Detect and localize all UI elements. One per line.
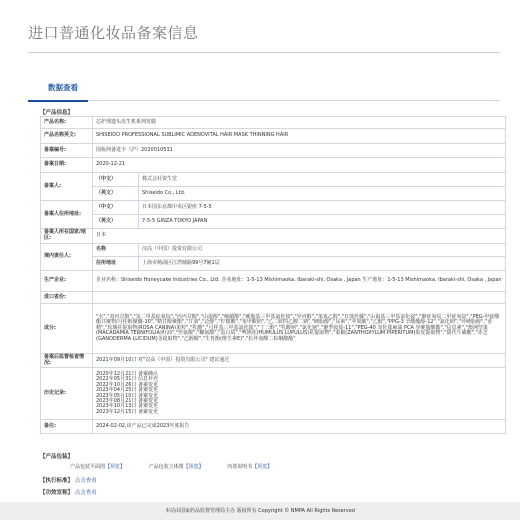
label-address: 备案人住所地址: xyxy=(41,201,93,229)
product-info-table xyxy=(40,116,506,434)
history-item: 2022年05月31日 信息补充 xyxy=(96,376,159,383)
label-reg-no: 备案编号: xyxy=(41,144,93,158)
value-import-province xyxy=(93,292,506,304)
tab-data-view[interactable]: 数据查看 xyxy=(28,78,88,102)
label-applicant: 备案人: xyxy=(41,173,93,201)
label-applicant-cn: （中文） xyxy=(93,173,139,187)
value-address-en: 7-5-5 GINZA TOKYO JAPAN xyxy=(139,215,506,229)
history-item: 2023年05月10日 备案变更 xyxy=(96,392,159,399)
label-inspection: 备案后监督检查情况: xyxy=(41,354,93,368)
value-producer: 企业名称：Shiseido Honeycake Industries Co., Ltd. 企业地址：1-5-13 Mishimaoka, Ibaraki-shi, Osaka , Japan 生产地址：1-5-13 Mishimaoka, Ibaraki-shi, Osaka , Japan xyxy=(93,271,506,292)
history-item: 2022年10月26日 备案变更 xyxy=(96,381,159,388)
label-agent-addr: 住所地址 xyxy=(93,257,139,271)
label-agent-name: 名称 xyxy=(93,244,139,257)
efficacy-row xyxy=(40,488,97,496)
label-agent: 境内责任人: xyxy=(41,244,93,271)
label-ingredients: 成分: xyxy=(41,304,93,354)
value-product-name: 芯护理遗头皮生机系列发膜 xyxy=(93,117,506,129)
value-agent-addr: 上海市杨浦区江湾城路99号7幢1层 xyxy=(139,257,506,271)
value-applicant-en: Shiseido Co., Ltd. xyxy=(139,187,506,201)
section-product-info: 【产品信息】 xyxy=(40,110,74,116)
label-address-en: （英文） xyxy=(93,215,139,229)
value-note: 2024-02-02,该产品已完成2023年度报告 xyxy=(93,420,506,434)
label-en-name: 产品名称英文: xyxy=(41,129,93,144)
label-note: 备注: xyxy=(41,420,93,434)
label-country: 备案人所在国家/地区: xyxy=(41,229,93,244)
value-reg-no: 国妆网备进字（沪）2020010531 xyxy=(93,144,506,158)
history-item: 2023年10月13日 备案变更 xyxy=(96,403,159,410)
value-inspection: 2021年09月10日 对"汉高（中国）投资有限公司" 建议通过 xyxy=(93,354,506,368)
page-title: 进口普通化妆品备案信息 xyxy=(28,24,199,42)
tab-bar xyxy=(28,78,500,101)
value-applicant-cn: 株式会社资生堂 xyxy=(139,173,506,187)
history-item: 2023年12月15日 备案变更 xyxy=(96,408,159,415)
standard-row xyxy=(40,476,97,484)
attach-flat: 产品包装平面图【预览】 xyxy=(70,464,126,470)
title-divider xyxy=(28,52,500,53)
value-en-name: SHISEIDO PROFESSIONAL SUBLIMIC ADENOVITAL HAIR MASK THINNING HAIR xyxy=(93,129,506,144)
preview-link-manual[interactable]: 【预览】 xyxy=(252,464,273,470)
efficacy-label: 【功效宣称】 xyxy=(40,490,74,496)
preview-link-3d[interactable]: 【预览】 xyxy=(183,464,204,470)
value-agent-name: 汉高（中国）投资有限公司 xyxy=(139,244,506,257)
label-history: 历史记录: xyxy=(41,368,93,420)
packaging-links xyxy=(70,463,294,470)
attach-3d: 产品包装立体图【预览】 xyxy=(148,464,204,470)
label-producer: 生产企业: xyxy=(41,271,93,292)
efficacy-view-link[interactable]: 点击查看 xyxy=(74,490,97,496)
value-ingredients: "水","双丙甘醇","氢二甲基硅氧烷","丙丙甘醇","山嵛醇","鲸蜡醇","硬脂基三甲基氯化铵","异丙醇","苯氧乙醇","日落丝藤","山嵛基三甲基氯化铵","聚硅氧烷二甲硅氧烷","PEG-甲硅酸酯共聚物/月桂醇聚醚-10","精甘醇聚酯","甘油","泛醇","柠檬酸","苯甲酸钠","乙二胺四乙酸二钠","硬脂醇","尿素","苹果酸","乙醇","PPG-3 辛酸酯醇-12","氯化钠","异硬脂醇","香精","玫瑰花提取物(ROSA CANINA)果粒","乳酸","月桂基三甲基氯化铵","丁二醇","乳酸钠","氯化钠","聚季铵盐-11","PEG-40 氢化蓖麻油 PCA 异硬脂酸酯","信息素","澳洲坚果(MACADAMIA TERNIFOLIA)籽油","丝氨酸","糠氨酸","蛋白质","啤酒花(HUMULUS LUPULUS)花提取物","秦椒(ZANTHOXYLUM PIPERITUM)果皮提取物","甜代牛磺酸","赤芝(GANODERMA LUCIDUM)茎提取物","乙醇酸","生育酚(维生素E)","抗坏血酸二棕榈酸酯" xyxy=(93,304,506,354)
standard-label: 【执行标准】 xyxy=(40,478,74,484)
history-item: 2020年12月21日 备案确认 xyxy=(96,370,159,377)
value-date: 2020-12-21 xyxy=(93,158,506,173)
value-country: 日本 xyxy=(93,229,506,244)
label-date: 备案日期: xyxy=(41,158,93,173)
section-packaging: 【产品包装】 xyxy=(40,454,74,460)
value-address-cn: 日本国东京都中央区银座 7-5-5 xyxy=(139,201,506,215)
attach-manual: 内置说明书【预览】 xyxy=(227,464,273,470)
standard-view-link[interactable]: 点击查看 xyxy=(74,478,97,484)
footer: 本站由国家药品监督管理局主办 版权所有 Copyright © NMPA All Rights Reserved xyxy=(0,502,520,520)
label-product-name: 产品名称: xyxy=(41,117,93,129)
value-history xyxy=(93,368,506,420)
history-item: 2023年08月21日 备案变更 xyxy=(96,397,159,404)
preview-link-flat[interactable]: 【预览】 xyxy=(105,464,126,470)
label-applicant-en: （英文） xyxy=(93,187,139,201)
label-address-cn: （中文） xyxy=(93,201,139,215)
history-item: 2023年04月25日 备案变更 xyxy=(96,387,159,394)
label-import-province: 进口省份: xyxy=(41,292,93,304)
